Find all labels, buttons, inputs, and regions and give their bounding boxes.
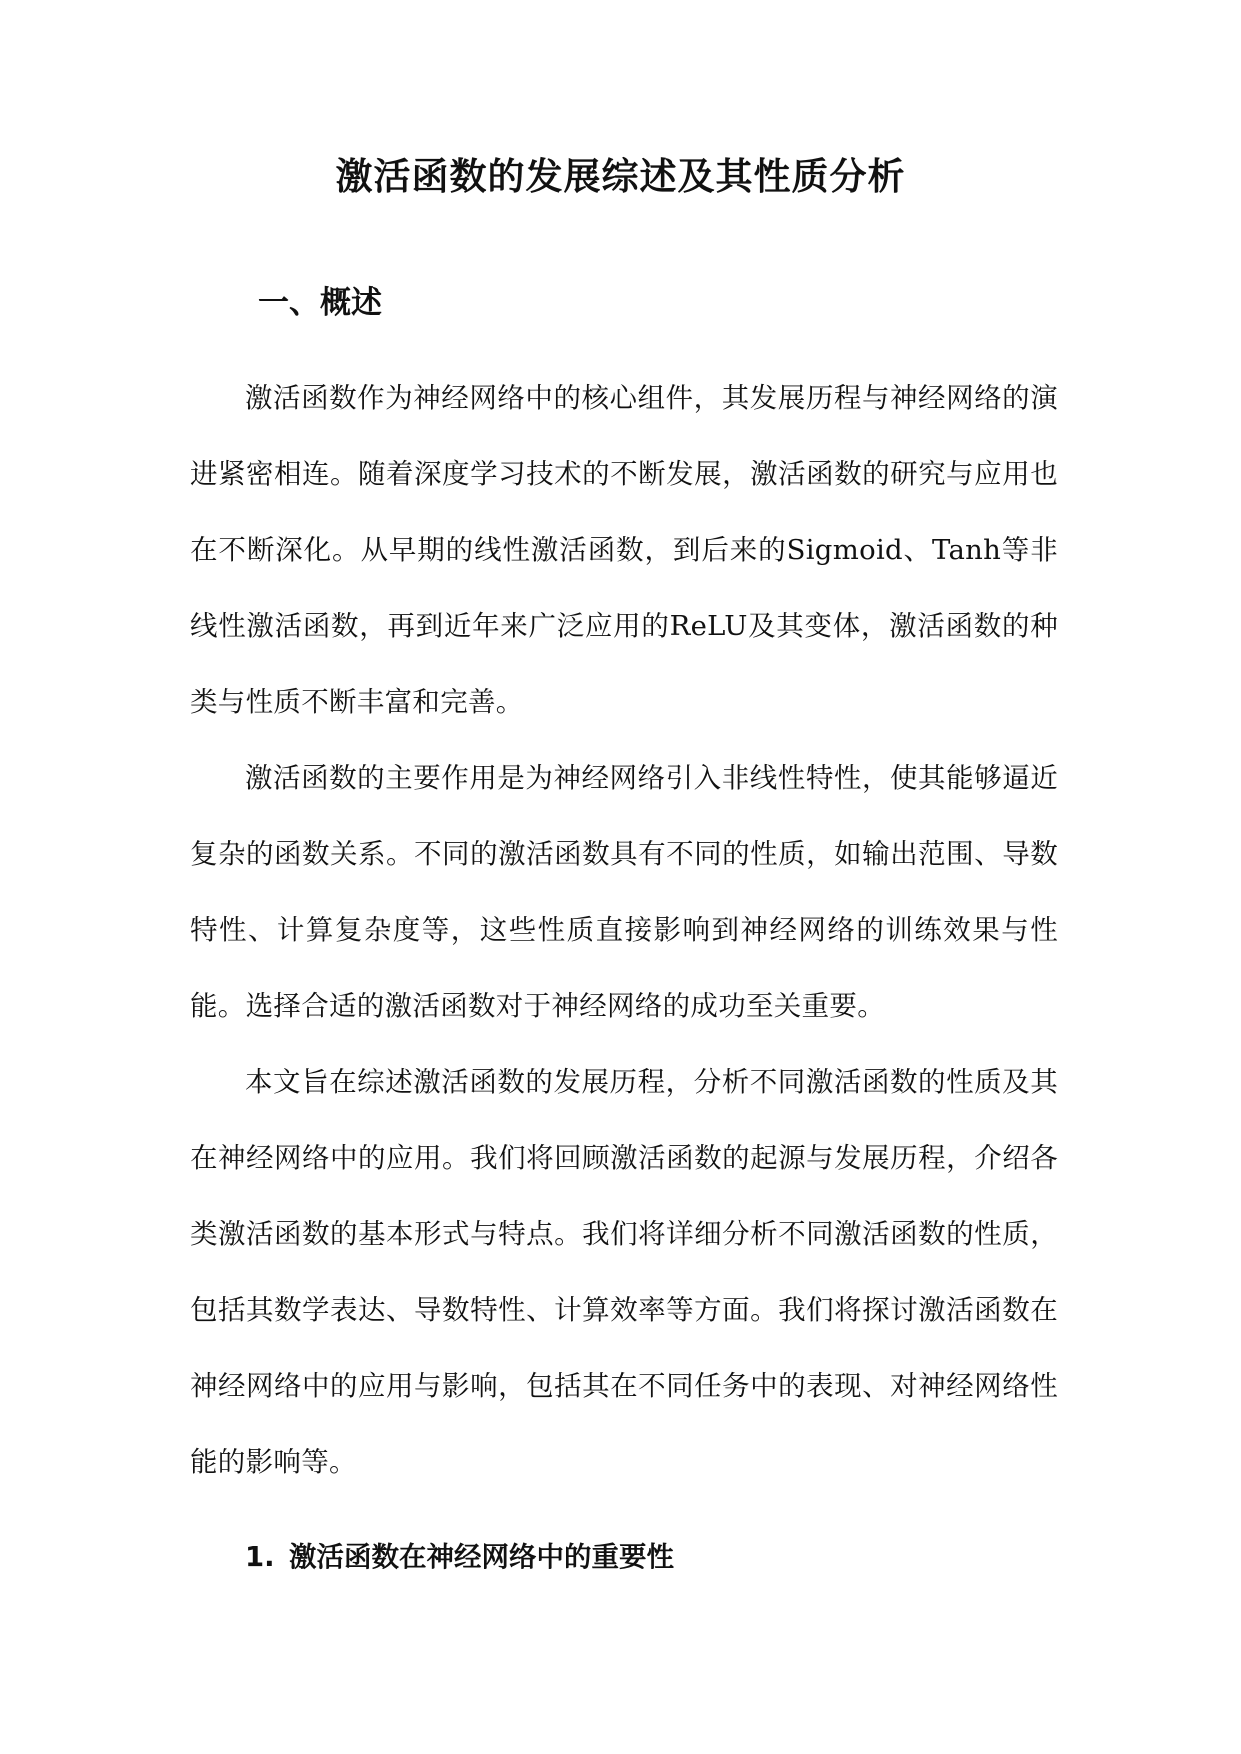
document-title: 激活函数的发展综述及其性质分析 bbox=[335, 155, 906, 198]
paragraph-1: 激活函数作为神经网络中的核心组件，其发展历程与神经网络的演进紧密相连。随着深度学习技术的不断发展，激活函数的研究与应用也在不断深化。从早期的线性激活函数，到后来的Sigmoid、Tanh等非线性激活函数，再到近年来广泛应用的ReLU及其变体，激活函数的种类与性质不断丰富和完善。 bbox=[190, 382, 1058, 718]
subsection-heading bbox=[245, 1535, 674, 1579]
body-text bbox=[190, 360, 1058, 1500]
paragraph-3: 本文旨在综述激活函数的发展历程，分析不同激活函数的性质及其在神经网络中的应用。我们将回顾激活函数的起源与发展历程，介绍各类激活函数的基本形式与特点。我们将详细分析不同激活函数的性质，包括其数学表达、导数特性、计算效率等方面。我们将探讨激活函数在神经网络中的应用与影响，包括其在不同任务中的表现、对神经网络性能的影响等。 bbox=[190, 1066, 1058, 1478]
paragraph-2: 激活函数的主要作用是为神经网络引入非线性特性，使其能够逼近复杂的函数关系。不同的激活函数具有不同的性质，如输出范围、导数特性、计算复杂度等，这些性质直接影响到神经网络的训练效果与性能。选择合适的激活函数对于神经网络的成功至关重要。 bbox=[190, 762, 1058, 1022]
section-heading: 一、概述 bbox=[258, 285, 382, 321]
subsection-title: 激活函数在神经网络中的重要性 bbox=[289, 1541, 674, 1573]
subsection-number: 1. bbox=[245, 1541, 275, 1573]
